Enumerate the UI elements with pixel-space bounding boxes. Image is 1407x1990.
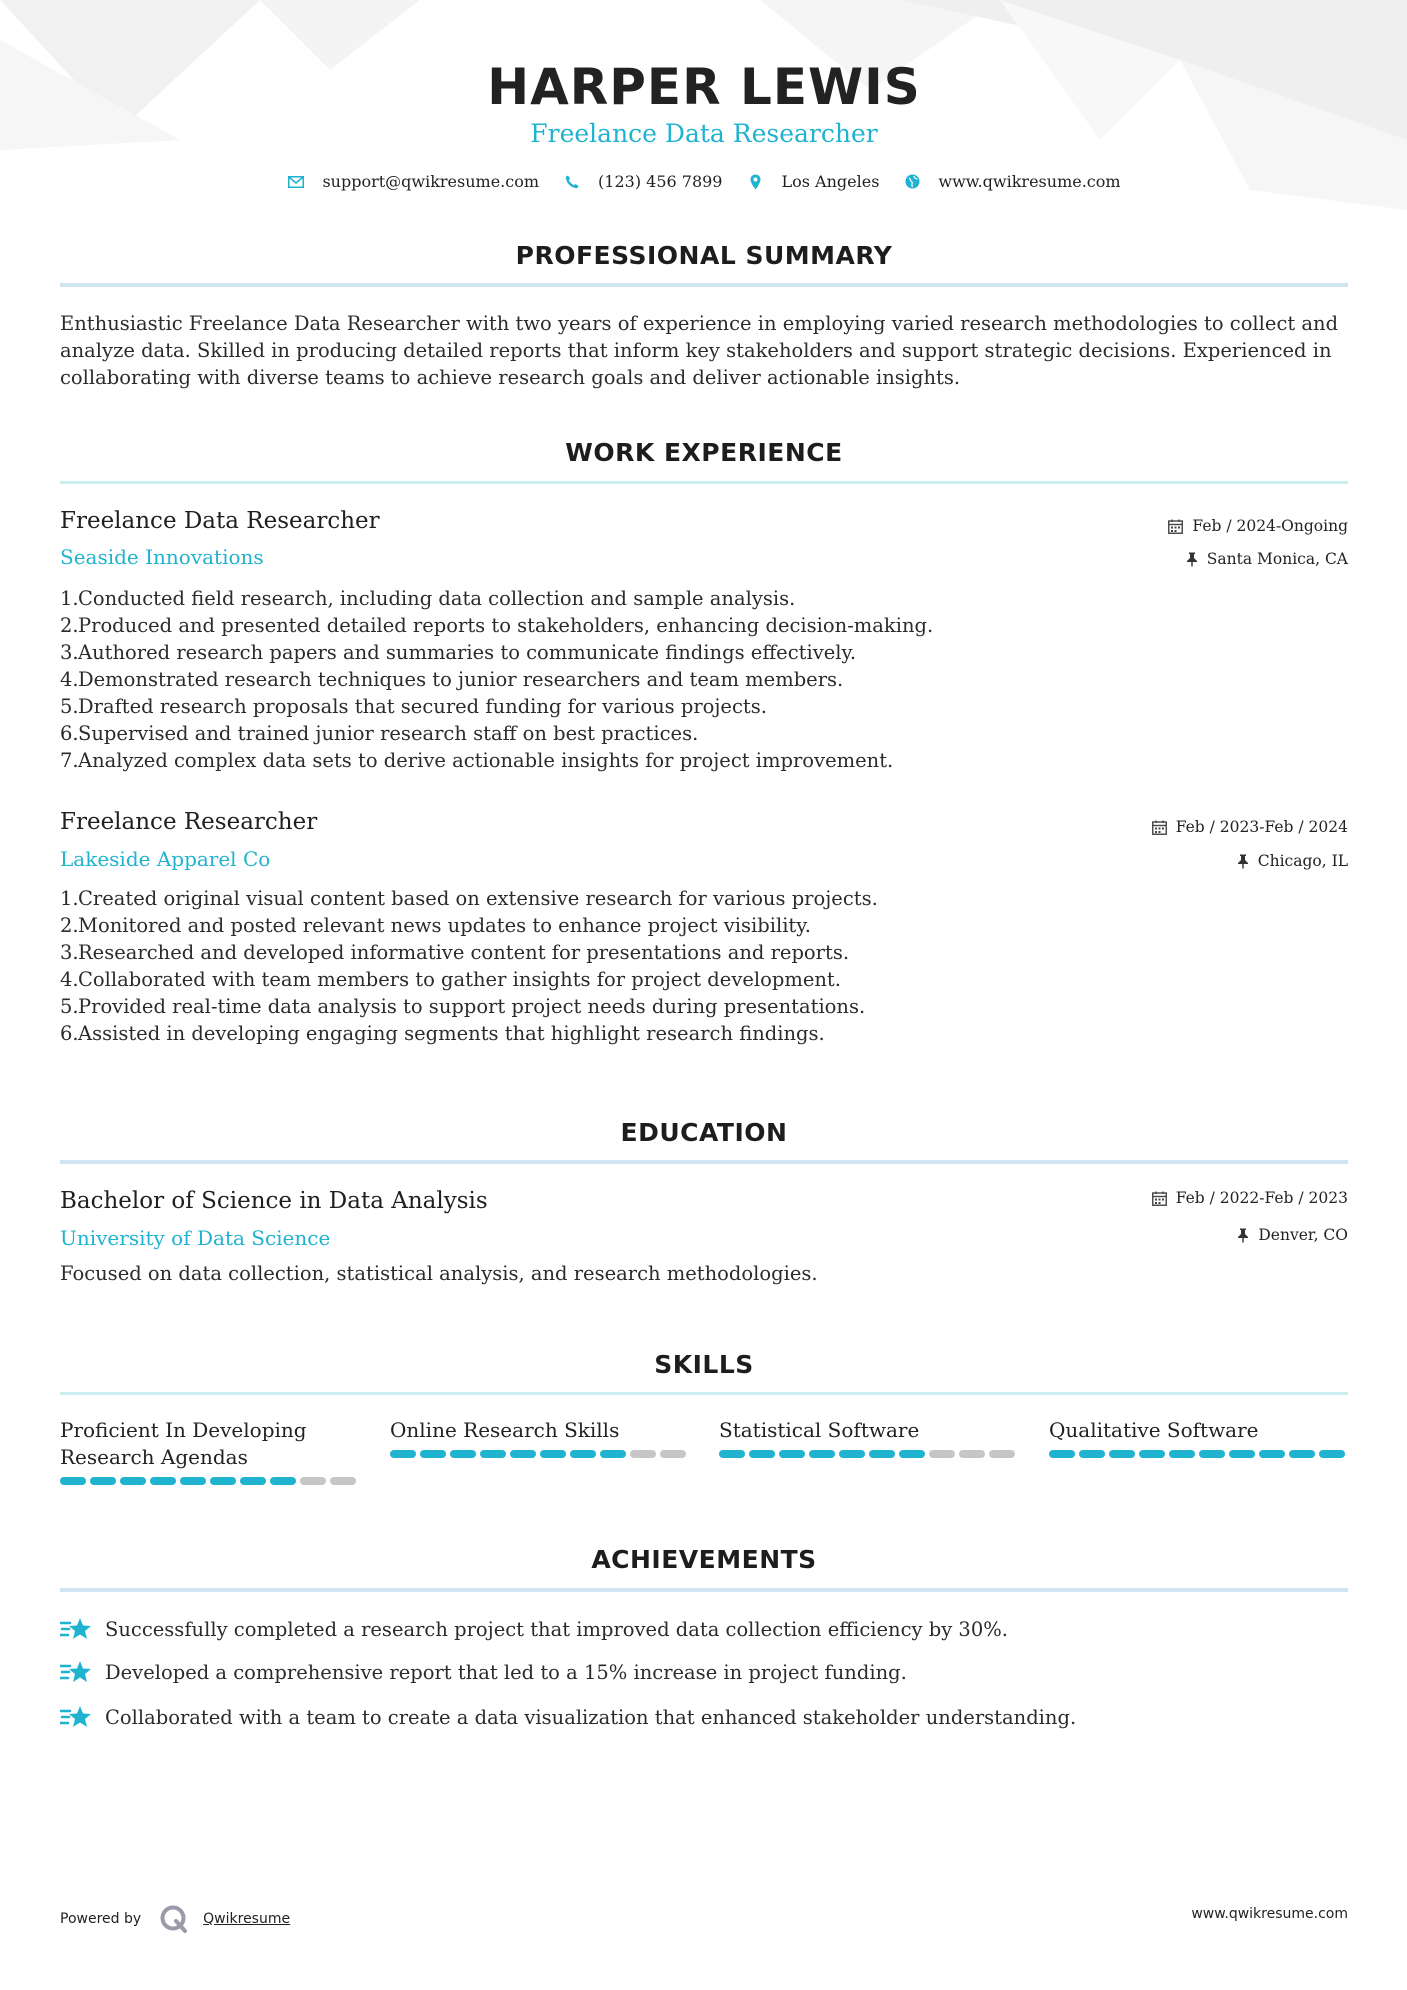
- list-item: 6. Supervised and trained junior research staff on best practices.: [60, 722, 699, 745]
- job-location: [1186, 550, 1348, 568]
- skill-segment-empty: [929, 1450, 955, 1458]
- skill-segment-filled: [1259, 1450, 1285, 1458]
- skill-rating-bar: [60, 1477, 360, 1485]
- skill-item: [719, 1417, 1019, 1458]
- achievement-item: [60, 1703, 1076, 1731]
- skill-segment-filled: [1079, 1450, 1105, 1458]
- globe-icon: [903, 173, 921, 191]
- qwikresume-logo-icon: [159, 1904, 189, 1934]
- skill-segment-filled: [540, 1450, 566, 1458]
- skill-segment-filled: [210, 1477, 236, 1485]
- skill-segment-filled: [510, 1450, 536, 1458]
- contact-location: [746, 172, 879, 191]
- list-item: 2. Monitored and posted relevant news updates to enhance project visibility.: [60, 914, 811, 937]
- list-item: 4. Collaborated with team members to gather insights for project development.: [60, 968, 841, 991]
- education-location-text: Denver, CO: [1258, 1226, 1348, 1244]
- skill-segment-filled: [839, 1450, 865, 1458]
- education-location: [1237, 1226, 1348, 1244]
- education-dates: [1152, 1189, 1348, 1207]
- skill-segment-filled: [1199, 1450, 1225, 1458]
- calendar-icon: [1152, 820, 1167, 835]
- map-pin-icon: [746, 173, 764, 191]
- skill-segment-empty: [300, 1477, 326, 1485]
- job-dates-text: Feb / 2024-Ongoing: [1192, 517, 1348, 535]
- skill-segment-filled: [420, 1450, 446, 1458]
- candidate-name: HARPER LEWIS: [487, 58, 921, 116]
- skill-label: Proficient In Developing Research Agendas: [60, 1418, 307, 1469]
- pushpin-icon: [1186, 552, 1198, 567]
- achievement-text: Successfully completed a research project that improved data collection efficiency by 30%.: [105, 1617, 1008, 1641]
- summary-text: Enthusiastic Freelance Data Researcher with two years of experience in employing varied research methodologies to collect and analyze data. Skilled in producing detailed reports that inform key stakeholders and support strategic decisions. Experienced in collaborating with diverse teams to achieve research goals and deliver actionable insights.: [60, 312, 1339, 389]
- skills-heading: SKILLS: [654, 1350, 754, 1379]
- skill-segment-filled: [480, 1450, 506, 1458]
- achievement-text: Developed a comprehensive report that led to a 15% increase in project funding.: [105, 1660, 907, 1684]
- list-item: 1. Conducted field research, including data collection and sample analysis.: [60, 587, 796, 610]
- skill-segment-filled: [1169, 1450, 1195, 1458]
- footer-website[interactable]: www.qwikresume.com: [1191, 1906, 1348, 1922]
- calendar-icon: [1152, 1191, 1167, 1206]
- contact-email-text: support@qwikresume.com: [322, 172, 540, 191]
- list-item: 3. Researched and developed informative content for presentations and reports.: [60, 941, 850, 964]
- skill-segment-filled: [90, 1477, 116, 1485]
- summary-heading: PROFESSIONAL SUMMARY: [515, 241, 893, 270]
- list-item: 1. Created original visual content based on extensive research for various projects.: [60, 887, 878, 910]
- job-title: Freelance Data Researcher: [60, 508, 380, 534]
- skill-segment-filled: [1229, 1450, 1255, 1458]
- contact-phone[interactable]: [563, 172, 722, 191]
- education-school: University of Data Science: [60, 1226, 331, 1250]
- skill-segment-filled: [749, 1450, 775, 1458]
- contact-website-text: www.qwikresume.com: [938, 172, 1121, 191]
- list-item: 4. Demonstrated research techniques to junior researchers and team members.: [60, 668, 844, 691]
- list-item: 2. Produced and presented detailed reports to stakeholders, enhancing decision-making.: [60, 614, 934, 637]
- skill-segment-filled: [899, 1450, 925, 1458]
- phone-icon: [563, 173, 581, 191]
- candidate-role: Freelance Data Researcher: [530, 119, 878, 148]
- job-title: Freelance Researcher: [60, 809, 318, 835]
- skill-segment-filled: [719, 1450, 745, 1458]
- skill-segment-filled: [779, 1450, 805, 1458]
- skill-segment-filled: [270, 1477, 296, 1485]
- job-company: Lakeside Apparel Co: [60, 847, 271, 871]
- skill-item: [60, 1417, 360, 1485]
- job-location: [1237, 852, 1348, 870]
- job-bullets: [60, 885, 1348, 1047]
- pushpin-icon: [1237, 854, 1249, 869]
- contact-phone-text: (123) 456 7899: [598, 172, 723, 191]
- powered-by-label: Powered by: [60, 1911, 142, 1927]
- skill-label: Statistical Software: [719, 1418, 920, 1442]
- job-location-text: Chicago, IL: [1257, 852, 1348, 870]
- skill-segment-filled: [1319, 1450, 1345, 1458]
- contact-bar: [60, 172, 1348, 191]
- education-description: Focused on data collection, statistical analysis, and research methodologies.: [60, 1262, 818, 1285]
- skill-segment-empty: [330, 1477, 356, 1485]
- skill-segment-filled: [450, 1450, 476, 1458]
- skill-item: [390, 1417, 690, 1458]
- list-item: 7. Analyzed complex data sets to derive actionable insights for project improvement.: [60, 749, 894, 772]
- skill-segment-filled: [60, 1477, 86, 1485]
- skills-divider: [60, 1392, 1348, 1395]
- skill-segment-filled: [869, 1450, 895, 1458]
- skill-segment-filled: [1049, 1450, 1075, 1458]
- job-dates: [1168, 517, 1348, 535]
- achievements-divider: [60, 1588, 1348, 1592]
- shooting-star-icon: [60, 1615, 92, 1643]
- education-dates-text: Feb / 2022-Feb / 2023: [1175, 1189, 1348, 1207]
- skill-segment-empty: [630, 1450, 656, 1458]
- education-divider: [60, 1160, 1348, 1164]
- list-item: 3. Authored research papers and summaries to communicate findings effectively.: [60, 641, 857, 664]
- skill-segment-filled: [150, 1477, 176, 1485]
- job-bullets: [60, 585, 1348, 774]
- skill-segment-filled: [180, 1477, 206, 1485]
- experience-heading: WORK EXPERIENCE: [565, 438, 843, 467]
- job-company: Seaside Innovations: [60, 545, 264, 569]
- envelope-icon: [287, 173, 305, 191]
- qwikresume-link[interactable]: Qwikresume: [203, 1911, 291, 1927]
- pushpin-icon: [1237, 1228, 1249, 1243]
- experience-divider: [60, 481, 1348, 484]
- job-dates: [1152, 818, 1348, 836]
- contact-email[interactable]: [287, 172, 539, 191]
- achievement-text: Collaborated with a team to create a data visualization that enhanced stakeholder understanding.: [105, 1705, 1077, 1729]
- summary-divider: [60, 283, 1348, 287]
- shooting-star-icon: [60, 1703, 92, 1731]
- education-heading: EDUCATION: [620, 1118, 788, 1147]
- skill-rating-bar: [719, 1450, 1019, 1458]
- skill-segment-filled: [120, 1477, 146, 1485]
- list-item: 5. Provided real-time data analysis to support project needs during presentations.: [60, 995, 866, 1018]
- skill-segment-filled: [1109, 1450, 1135, 1458]
- calendar-icon: [1168, 519, 1183, 534]
- achievements-heading: ACHIEVEMENTS: [591, 1545, 817, 1574]
- skill-segment-filled: [1289, 1450, 1315, 1458]
- skill-segment-filled: [390, 1450, 416, 1458]
- skill-segment-empty: [660, 1450, 686, 1458]
- skill-item: [1049, 1417, 1349, 1458]
- job-location-text: Santa Monica, CA: [1206, 550, 1348, 568]
- skill-segment-empty: [959, 1450, 985, 1458]
- education-degree: Bachelor of Science in Data Analysis: [60, 1188, 488, 1214]
- skill-segment-filled: [240, 1477, 266, 1485]
- skill-segment-filled: [1139, 1450, 1165, 1458]
- shooting-star-icon: [60, 1658, 92, 1686]
- skill-segment-empty: [989, 1450, 1015, 1458]
- skill-segment-filled: [600, 1450, 626, 1458]
- skill-rating-bar: [1049, 1450, 1349, 1458]
- skill-label: Qualitative Software: [1049, 1418, 1259, 1442]
- skill-label: Online Research Skills: [390, 1418, 620, 1442]
- contact-location-text: Los Angeles: [781, 172, 880, 191]
- skill-rating-bar: [390, 1450, 690, 1458]
- footer-branding: [60, 1904, 290, 1934]
- skill-segment-filled: [809, 1450, 835, 1458]
- list-item: 5. Drafted research proposals that secured funding for various projects.: [60, 695, 767, 718]
- list-item: 6. Assisted in developing engaging segments that highlight research findings.: [60, 1022, 825, 1045]
- contact-website[interactable]: [903, 172, 1120, 191]
- job-dates-text: Feb / 2023-Feb / 2024: [1175, 818, 1348, 836]
- skill-segment-filled: [570, 1450, 596, 1458]
- achievement-item: [60, 1658, 907, 1686]
- achievement-item: [60, 1615, 1008, 1643]
